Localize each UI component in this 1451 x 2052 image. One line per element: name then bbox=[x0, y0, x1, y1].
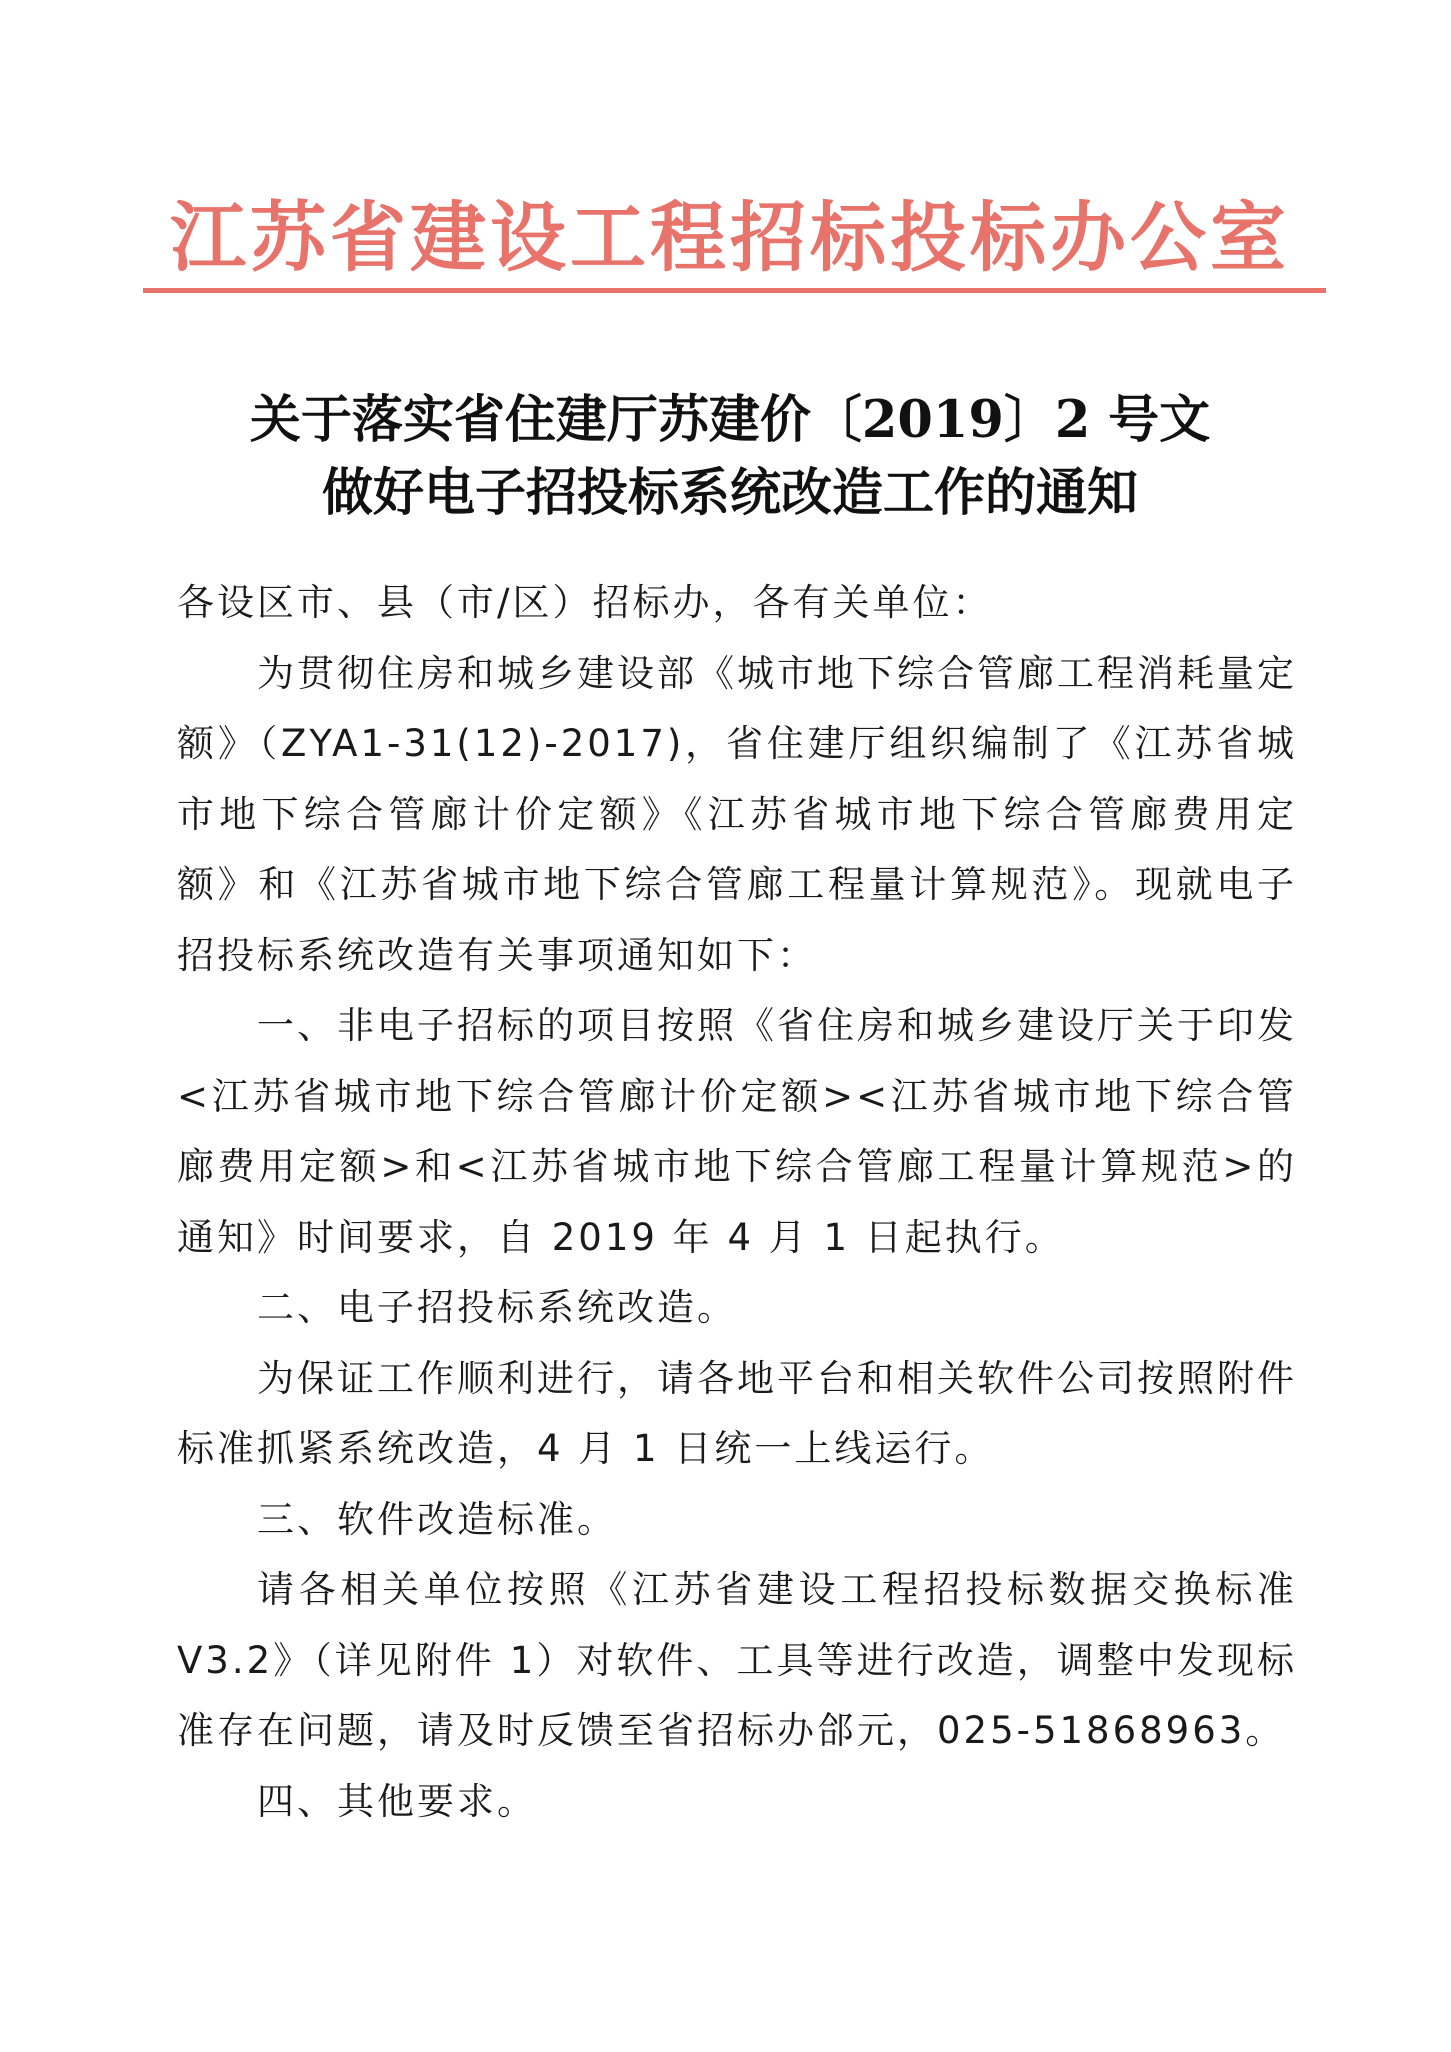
paragraph-intro: 为贯彻住房和城乡建设部《城市地下综合管廊工程消耗量定额》（ZYA1-31(12)-2017)，省住建厅组织编制了《江苏省城市地下综合管廊计价定额》《江苏省城市地下综合管廊费用定额》和《江苏省城市地下综合管廊工程量计算规范》。现就电子招投标系统改造有关事项通知如下： bbox=[177, 651, 1297, 977]
letterhead-red-rule bbox=[143, 288, 1326, 293]
paragraph-heading-2: 二、电子招投标系统改造。 bbox=[257, 1286, 737, 1329]
document-body bbox=[177, 568, 1297, 1837]
document-title-line-1: 关于落实省住建厅苏建价〔2019〕2 号文 bbox=[249, 390, 1211, 450]
document-title-line-2: 做好电子招投标系统改造工作的通知 bbox=[321, 463, 1138, 523]
letterhead-org-name: 江苏省建设工程招标投标办公室 bbox=[170, 193, 1290, 282]
paragraph-heading-3: 三、软件改造标准。 bbox=[257, 1497, 617, 1541]
paragraph-item-1: 一、非电子招标的项目按照《省住房和城乡建设厅关于印发<江苏省城市地下综合管廊计价定额><江苏省城市地下综合管廊费用定额>和<江苏省城市地下综合管廊工程量计算规范>的通知》时间要求，自 2019 年 4 月 1 日起执行。 bbox=[177, 1004, 1297, 1259]
paragraph-item-3-detail: 请各相关单位按照《江苏省建设工程招投标数据交换标准V3.2》（详见附件 1）对软件、工具等进行改造，调整中发现标准存在问题，请及时反馈至省招标办郃元，025-51868963。 bbox=[177, 1568, 1297, 1752]
paragraph-heading-4: 四、其他要求。 bbox=[257, 1779, 537, 1823]
salutation: 各设区市、县（市/区）招标办，各有关单位： bbox=[177, 581, 993, 624]
paragraph-item-2-detail: 为保证工作顺利进行，请各地平台和相关软件公司按照附件标准抓紧系统改造，4 月 1 日统一上线运行。 bbox=[177, 1356, 1297, 1470]
